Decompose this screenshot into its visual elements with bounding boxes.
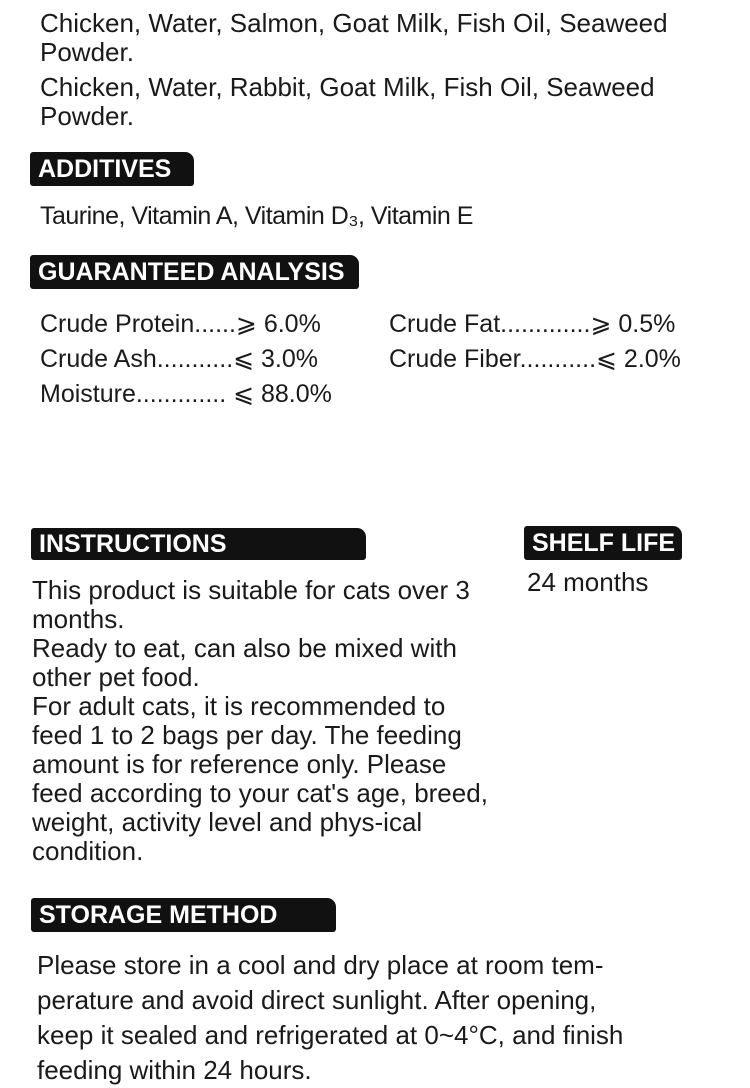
- storage-method-heading: STORAGE METHOD: [31, 898, 336, 932]
- crude-fat-row: Crude Fat.............⩾ 0.5%: [389, 310, 676, 338]
- additives-heading: ADDITIVES: [30, 152, 194, 186]
- ingredients-line-1: Chicken, Water, Salmon, Goat Milk, Fish Oil, Seaweed Powder.: [40, 8, 668, 67]
- shelf-life-text: 24 months: [527, 567, 649, 597]
- instructions-heading: INSTRUCTIONS: [31, 528, 366, 560]
- additives-text: Taurine, Vitamin A, Vitamin D₃, Vitamin E: [40, 202, 473, 230]
- crude-fiber-row: Crude Fiber...........⩽ 2.0%: [389, 345, 681, 373]
- guaranteed-analysis-heading: GUARANTEED ANALYSIS: [30, 255, 359, 289]
- storage-method-text: Please store in a cool and dry place at room tem-perature and avoid direct sunlight. After opening, keep it sealed and refrigerated at 0~4°C, and finish feeding within 24 hours.: [37, 950, 624, 1085]
- instructions-paragraph-1: This product is suitable for cats over 3 months.: [32, 575, 470, 634]
- moisture-row: Moisture............. ⩽ 88.0%: [40, 380, 332, 408]
- ingredients-line-2: Chicken, Water, Rabbit, Goat Milk, Fish Oil, Seaweed Powder.: [40, 72, 655, 131]
- instructions-paragraph-2: Ready to eat, can also be mixed with other pet food.: [32, 633, 457, 692]
- crude-protein-row: Crude Protein......⩾ 6.0%: [40, 310, 321, 338]
- crude-ash-row: Crude Ash...........⩽ 3.0%: [40, 345, 319, 373]
- instructions-paragraph-3: For adult cats, it is recommended to feed 1 to 2 bags per day. The feeding amount is for reference only. Please feed according to your cat's age, breed, weight, activity level and phys-ical condition.: [32, 691, 488, 866]
- shelf-life-heading: SHELF LIFE: [524, 526, 682, 560]
- instructions-text: [32, 576, 494, 866]
